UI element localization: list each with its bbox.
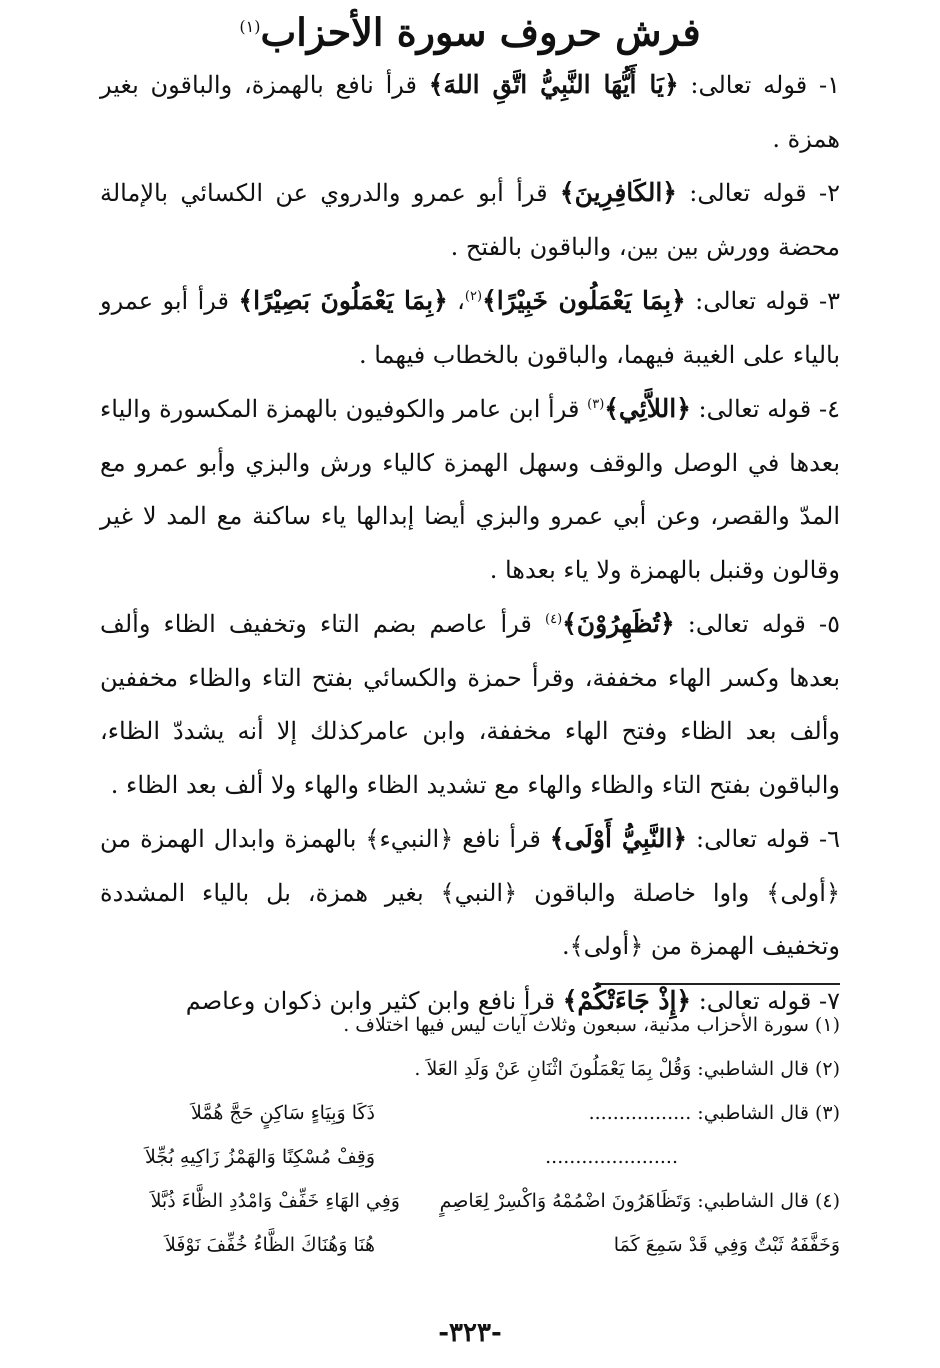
footnote-4-label: (٤) قال الشاطبي: وَتَظَاهَرُونَ اضْمُمْهُ وَاكْسِرْ لِعَاصِمٍ — [439, 1190, 840, 1212]
item-lead: ٦- قوله تعالى: — [687, 825, 840, 853]
item-text: قرأ نافع ﴿النبيء﴾ بالهمزة وابدال الهمزة من ﴿أولى﴾ واوا خاصلة والباقون ﴿النبي﴾ بغير همزة، بل بالياء المشددة وتخفيف الهمزة من ﴿أولى﴾. — [100, 825, 840, 960]
quran-quote: ﴿بِمَا يَعْمَلُونَ بَصِيْرًا﴾ — [238, 286, 448, 315]
footnote-2: (٢) قال الشاطبي: وَقُلْ بِمَا يَعْمَلُونَ اثْنَانِ عَنْ وَلَدِ العَلاَ . — [414, 1058, 840, 1080]
footnotes — [100, 1003, 840, 1267]
item-lead: ٣- قوله تعالى: — [685, 287, 841, 315]
item-text: قرأ ابن عامر والكوفيون بالهمزة المكسورة والياء بعدها في الوصل والوقف وسهل الهمزة كالياء ورش والبزي وأبو عمرو مع المدّ والقصر، وعن أبي عمرو والبزي أيضا إبدالها ياء ساكنة مع المد لا غير وقالون وقنبل بالهمزة ولا ياء بعدها . — [100, 395, 840, 584]
paragraph-6 — [100, 812, 840, 974]
paragraph-5 — [100, 597, 840, 812]
footnote-3-line-1 — [100, 1091, 840, 1135]
quran-quote: ﴿بِمَا يَعْمَلُون خَبِيْرًا﴾ — [482, 286, 686, 315]
footnote-divider — [595, 983, 840, 985]
item-lead: ٥- قوله تعالى: — [674, 610, 840, 638]
footnote-3-label: (٣) قال الشاطبي: ................. — [588, 1102, 840, 1124]
quran-quote: ﴿يَا أَيُّهَا النَّبِيُّ اتَّقِ اللهَ﴾ — [428, 70, 679, 99]
paragraph-2 — [100, 166, 840, 274]
title-text: فرش حروف سورة الأحزاب — [260, 9, 701, 55]
main-text — [100, 58, 840, 1028]
quran-quote: ﴿النَّبِيُّ أَوْلَى﴾ — [549, 824, 688, 853]
poem-hemistich: ذَكَا وَبِيَاءٍ سَاكِنٍ حَجَّ هُمَّلاَ — [191, 1102, 375, 1124]
poem-hemistich: وَخَفَّفَهُ ثَبْتٌ وَفِي قَدْ سَمِعَ كَمَا — [613, 1234, 840, 1256]
item-text: قرأ نافع بالهمزة، والباقون بغير همزة . — [100, 71, 840, 153]
poem-hemistich: وَقِفْ مُسْكِنًا وَالهَمْزُ زَاكِيهِ بُجِّلاَ — [144, 1146, 375, 1168]
footnote-ref: (٢) — [464, 289, 483, 304]
item-lead: ١- قوله تعالى: — [678, 71, 840, 99]
item-text: قرأ أبو عمرو بالياء على الغيبة فيهما، والباقون بالخطاب فيهما . — [100, 287, 840, 369]
poem-hemistich: هُنَا وَهُنَاكَ الظَّاءُ خُفِّفَ نَوْفَلاَ — [164, 1234, 375, 1256]
footnote-ref: (٤) — [545, 612, 563, 627]
page-number: -٣٢٣- — [438, 1318, 502, 1348]
title-footnote-ref: (١) — [239, 17, 261, 36]
item-text: قرأ أبو عمرو والدروي عن الكسائي بالإمالة محضة وورش بين بين، والباقون بالفتح . — [100, 179, 840, 261]
footnote-3-line-2 — [100, 1135, 840, 1179]
footnote-ref: (٣) — [587, 397, 605, 412]
paragraph-4 — [100, 382, 840, 597]
item-text: قرأ نافع وابن كثير وابن ذكوان وعاصم — [185, 986, 563, 1015]
paragraph-3 — [100, 274, 840, 382]
quran-quote: ﴿إِذْ جَاءَتْكُمْ﴾ — [562, 985, 692, 1015]
footnote-4-line-2 — [100, 1223, 840, 1267]
quran-quote: ﴿الكَافِرِينَ﴾ — [559, 178, 677, 207]
quran-quote: ﴿اللاَّئِي﴾ — [604, 394, 691, 423]
quran-quote: ﴿تُظَهِرُوْنَ﴾ — [562, 609, 675, 638]
separator: ، — [447, 287, 465, 315]
poem-dots: ...................... — [545, 1146, 678, 1168]
paragraph-1 — [100, 58, 840, 166]
item-text: قرأ عاصم بضم التاء وتخفيف الظاء وألف بعدها وكسر الهاء مخففة، وقرأ حمزة والكسائي بفتح التاء والظاء مخففين وألف بعد الظاء وفتح الهاء مخففة، وابن عامركذلك إلا أنه يشددّ الظاء، والباقون بفتح التاء والظاء والهاء مع تشديد الظاء والهاء ولا ألف بعد الظاء . — [100, 610, 840, 799]
item-lead: ٤- قوله تعالى: — [690, 395, 840, 423]
item-lead: ٧- قوله تعالى: — [691, 986, 840, 1015]
page-title — [0, 2, 940, 58]
item-lead: ٢- قوله تعالى: — [676, 179, 840, 207]
footnote-1: (١) سورة الأحزاب مدنية، سبعون وثلاث آيات ليس فيها اختلاف . — [343, 1014, 840, 1036]
footnote-4-line-1 — [100, 1179, 840, 1223]
poem-hemistich: وَفِي الهَاءِ خَفِّفْ وَامْدُدِ الظَّاءَ ذُبَّلاَ — [150, 1190, 400, 1212]
